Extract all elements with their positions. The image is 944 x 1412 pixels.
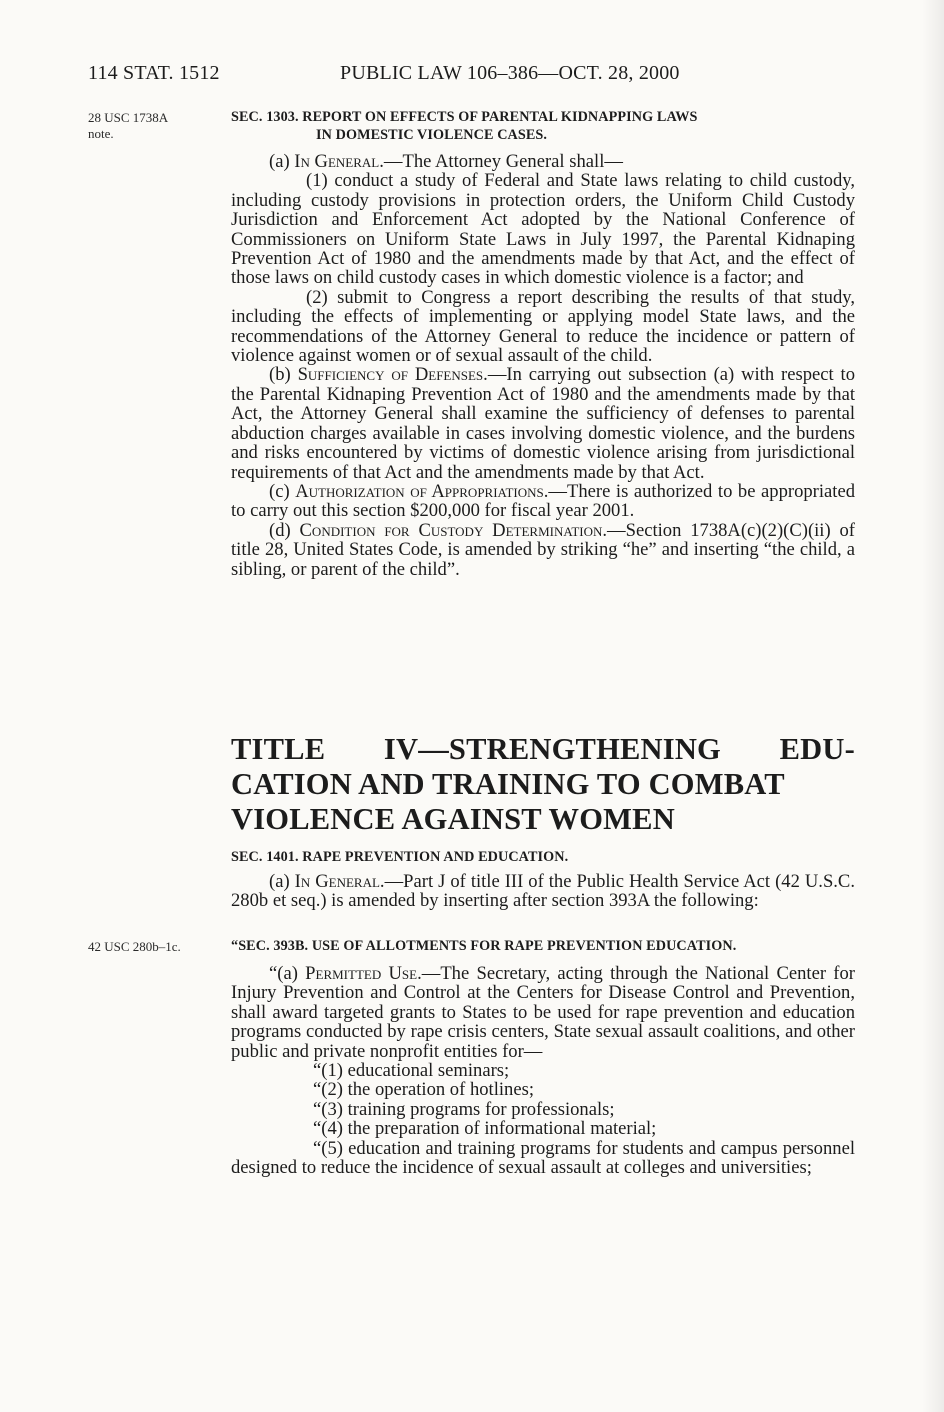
- paragraph-a2: (2) submit to Congress a report describing the results of that study, including the effects of implementing or applying model State laws, and the recommendations of the Attorney General to reduce the incidence or pattern of violence against women or of sexual assault of the child.: [231, 286, 855, 367]
- section-heading-line: SEC. 1303. REPORT ON EFFECTS OF PARENTAL KIDNAPPING LAWS: [231, 109, 698, 125]
- margin-note-usc-1738a: [88, 110, 168, 142]
- page-edge-shadow: [922, 0, 944, 1412]
- margin-note-usc-280b-1c: 42 USC 280b–1c.: [88, 939, 181, 954]
- subsection-a: (a) In General.—Part J of title III of the Public Health Service Act (42 U.S.C. 280b et seq.) is amended by inserting after section 393A the following:: [231, 871, 855, 912]
- subsection-c: (c) Authorization of Appropriations.—There is authorized to be appropriated to carry out this section $200,000 for fiscal year 2001.: [231, 480, 855, 522]
- title-line-3: VIOLENCE AGAINST WOMEN: [231, 802, 675, 836]
- title-line-2: CATION AND TRAINING TO COMBAT: [231, 767, 785, 801]
- subsection-a: “(a) Permitted Use.—The Secretary, acting through the National Center for Injury Prevention and Control at the Centers for Disease Control and Prevention, shall award targeted grants to States to be used for rape prevention and education programs conducted by rape crisis centers, State sexual assault coalitions, and other public and private nonprofit entities for—: [231, 963, 855, 1062]
- list-item: “(1) educational seminars;: [313, 1060, 510, 1082]
- subsection-b: (b) Sufficiency of Defenses.—In carrying out subsection (a) with respect to the Parental Kidnaping Prevention Act of 1980 and the amendments made by that Act, the Attorney General shall examine the sufficiency of defenses to parental abduction charges available in cases involving domestic violence, and the burdens and risks encountered by victims of domestic violence arising from jurisdictional requirements of that Act and the amendments made by that Act.: [231, 364, 856, 483]
- subsection-a: (a) In General.—The Attorney General shall—: [269, 151, 623, 172]
- list-item: “(2) the operation of hotlines;: [313, 1079, 534, 1101]
- paragraph-a1: (1) conduct a study of Federal and State laws relating to child custody, including custody provisions in protection orders, the Uniform Child Custody Jurisdiction and Enforcement Act adopted by the National Conference of Commissioners on Uniform State Laws in July 1997, the Parental Kidnaping Prevention Act of 1980 and the amendments made by that Act, and the effect of those laws on child custody cases in which domestic violence is a factor; and: [231, 170, 855, 289]
- section-1303-heading: [231, 108, 855, 144]
- subsection-caption: Condition for Custody Determination: [299, 519, 603, 541]
- title-line-1: TITLE IV—STRENGTHENING EDU-: [231, 732, 855, 766]
- section-393b-body: [231, 964, 855, 1177]
- section-1401-heading: SEC. 1401. RAPE PREVENTION AND EDUCATION.: [231, 849, 569, 865]
- list-item: “(3) training programs for professionals;: [313, 1098, 615, 1120]
- list-item: “(4) the preparation of informational material;: [313, 1118, 657, 1140]
- subsection-caption: In General: [294, 151, 380, 172]
- public-law-citation: PUBLIC LAW 106–386—OCT. 28, 2000: [340, 62, 680, 84]
- subsection-caption: Permitted Use: [305, 963, 418, 984]
- section-1401-body: [231, 872, 855, 911]
- margin-note-line: note.: [88, 126, 114, 141]
- subsection-caption: In General: [294, 871, 380, 892]
- stat-page-number: 114 STAT. 1512: [88, 62, 220, 84]
- subsection-caption: Authorization of Appropriations: [295, 480, 544, 502]
- subsection-d: (d) Condition for Custody Determination.—Section 1738A(c)(2)(C)(ii) of title 28, United States Code, is amended by striking “he” and inserting “the child, a sibling, or parent of the child”.: [231, 519, 855, 580]
- margin-note-line: 28 USC 1738A: [88, 110, 169, 125]
- subsection-caption: Sufficiency of Defenses: [297, 364, 484, 386]
- title-iv-heading: [231, 732, 855, 837]
- list-item: “(5) education and training programs for students and campus personnel designed to reduce the incidence of sexual assault at colleges and universities;: [231, 1137, 855, 1179]
- section-heading-line: IN DOMESTIC VIOLENCE CASES.: [316, 127, 548, 143]
- section-393b-heading: “SEC. 393B. USE OF ALLOTMENTS FOR RAPE PREVENTION EDUCATION.: [231, 938, 737, 954]
- section-1303-body: [231, 152, 855, 579]
